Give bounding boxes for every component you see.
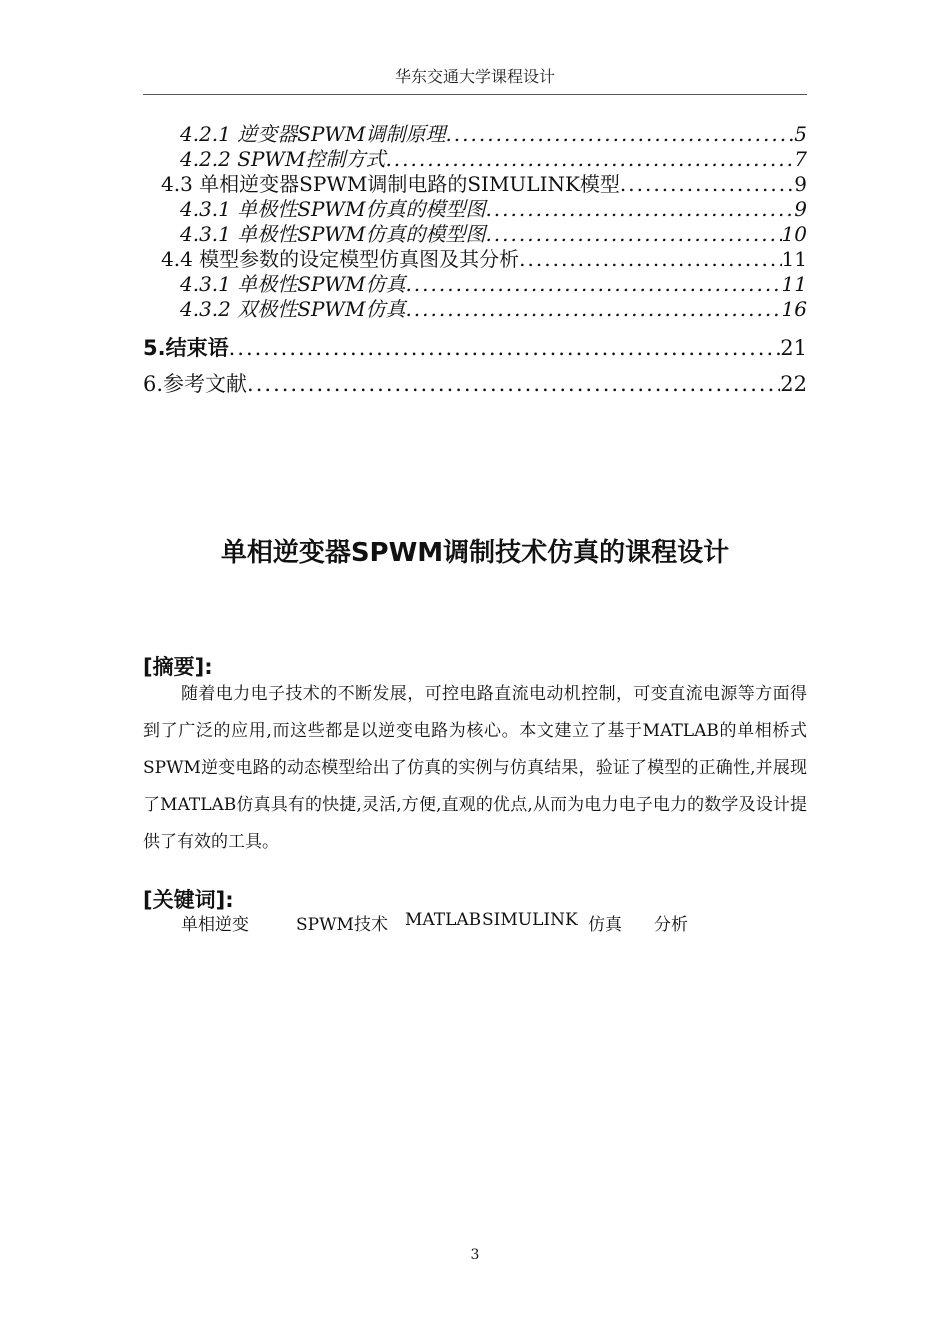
keywords-list <box>181 910 688 935</box>
keyword: SIMULINK <box>482 910 578 930</box>
keyword: 分析 <box>654 915 688 935</box>
page-number: 3 <box>470 1247 480 1263</box>
toc-entry[interactable] <box>143 147 807 172</box>
toc-entry-label: 4.2.1 逆变器SPWM调制原理 <box>180 122 446 146</box>
toc-entry-page: 5 <box>794 122 807 146</box>
toc-entry-label: 4.3.2 双极性SPWM仿真 <box>180 297 406 321</box>
toc-leader-dots <box>485 197 794 222</box>
page-header: 华东交通大学课程设计 <box>394 67 555 86</box>
toc-leader-dots <box>405 272 781 297</box>
keyword: SPWM技术 <box>296 915 388 935</box>
toc-entry-label: 4.3.1 单极性SPWM仿真的模型图 <box>180 197 486 221</box>
toc-entry[interactable] <box>143 297 807 322</box>
toc-entry-page: 22 <box>780 372 807 396</box>
toc-entry[interactable] <box>143 272 807 297</box>
toc-entry[interactable] <box>143 247 807 272</box>
toc-entry-label: 6.参考文献 <box>143 372 248 396</box>
abstract-label: [摘要]: <box>143 655 213 679</box>
toc-leader-dots <box>385 147 794 172</box>
toc-leader-dots <box>485 222 781 247</box>
header-divider <box>143 94 807 95</box>
abstract-text: 随着电力电子技术的不断发展，可控电路直流电动机控制，可变直流电源等方面得到了广泛的应用,而这些都是以逆变电路为核心。本文建立了基于MATLAB的单相桥式SPWM逆变电路的动态模型给出了仿真的实例与仿真结果，验证了模型的正确性,并展现了MATLAB仿真具有的快捷,灵活,方便,直观的优点,从而为电力电子电力的数学及设计提供了有效的工具。 <box>143 684 807 852</box>
keyword: 仿真 <box>588 915 622 935</box>
toc-leader-dots <box>519 247 781 272</box>
toc-entry-label: 4.3 单相逆变器SPWM调制电路的SIMULINK模型 <box>161 172 620 196</box>
keyword: MATLAB <box>405 910 482 930</box>
toc-entry-page: 9 <box>794 172 807 196</box>
toc-entry[interactable] <box>143 222 807 247</box>
toc-entry-page: 11 <box>781 247 807 271</box>
keyword: 单相逆变 <box>181 915 249 935</box>
toc-entry[interactable] <box>143 366 807 402</box>
toc-entry-page: 7 <box>794 147 807 171</box>
document-title: 单相逆变器SPWM调制技术仿真的课程设计 <box>220 538 730 568</box>
toc-leader-dots <box>445 122 794 147</box>
table-of-contents <box>143 122 807 402</box>
toc-entry-label: 4.4 模型参数的设定模型仿真图及其分析 <box>161 247 520 271</box>
toc-entry-page: 9 <box>794 197 807 221</box>
toc-entry-label: 4.2.2 SPWM控制方式 <box>180 147 386 171</box>
toc-entry-label: 4.3.1 单极性SPWM仿真的模型图 <box>180 222 486 246</box>
toc-entry[interactable] <box>143 197 807 222</box>
toc-entry[interactable] <box>143 330 807 366</box>
toc-entry-page: 16 <box>781 297 807 321</box>
toc-entry-label: 5.结束语 <box>143 336 229 360</box>
toc-entry-page: 11 <box>781 272 807 296</box>
toc-entry-page: 21 <box>780 336 807 360</box>
toc-entry-label: 4.3.1 单极性SPWM仿真 <box>180 272 406 296</box>
toc-leader-dots <box>620 172 794 197</box>
keywords-label: [关键词]: <box>143 888 234 912</box>
toc-entry[interactable] <box>143 122 807 147</box>
toc-leader-dots <box>229 330 781 366</box>
toc-entry-page: 10 <box>781 222 807 246</box>
toc-leader-dots <box>405 297 781 322</box>
toc-entry[interactable] <box>143 172 807 197</box>
toc-leader-dots <box>247 366 780 402</box>
